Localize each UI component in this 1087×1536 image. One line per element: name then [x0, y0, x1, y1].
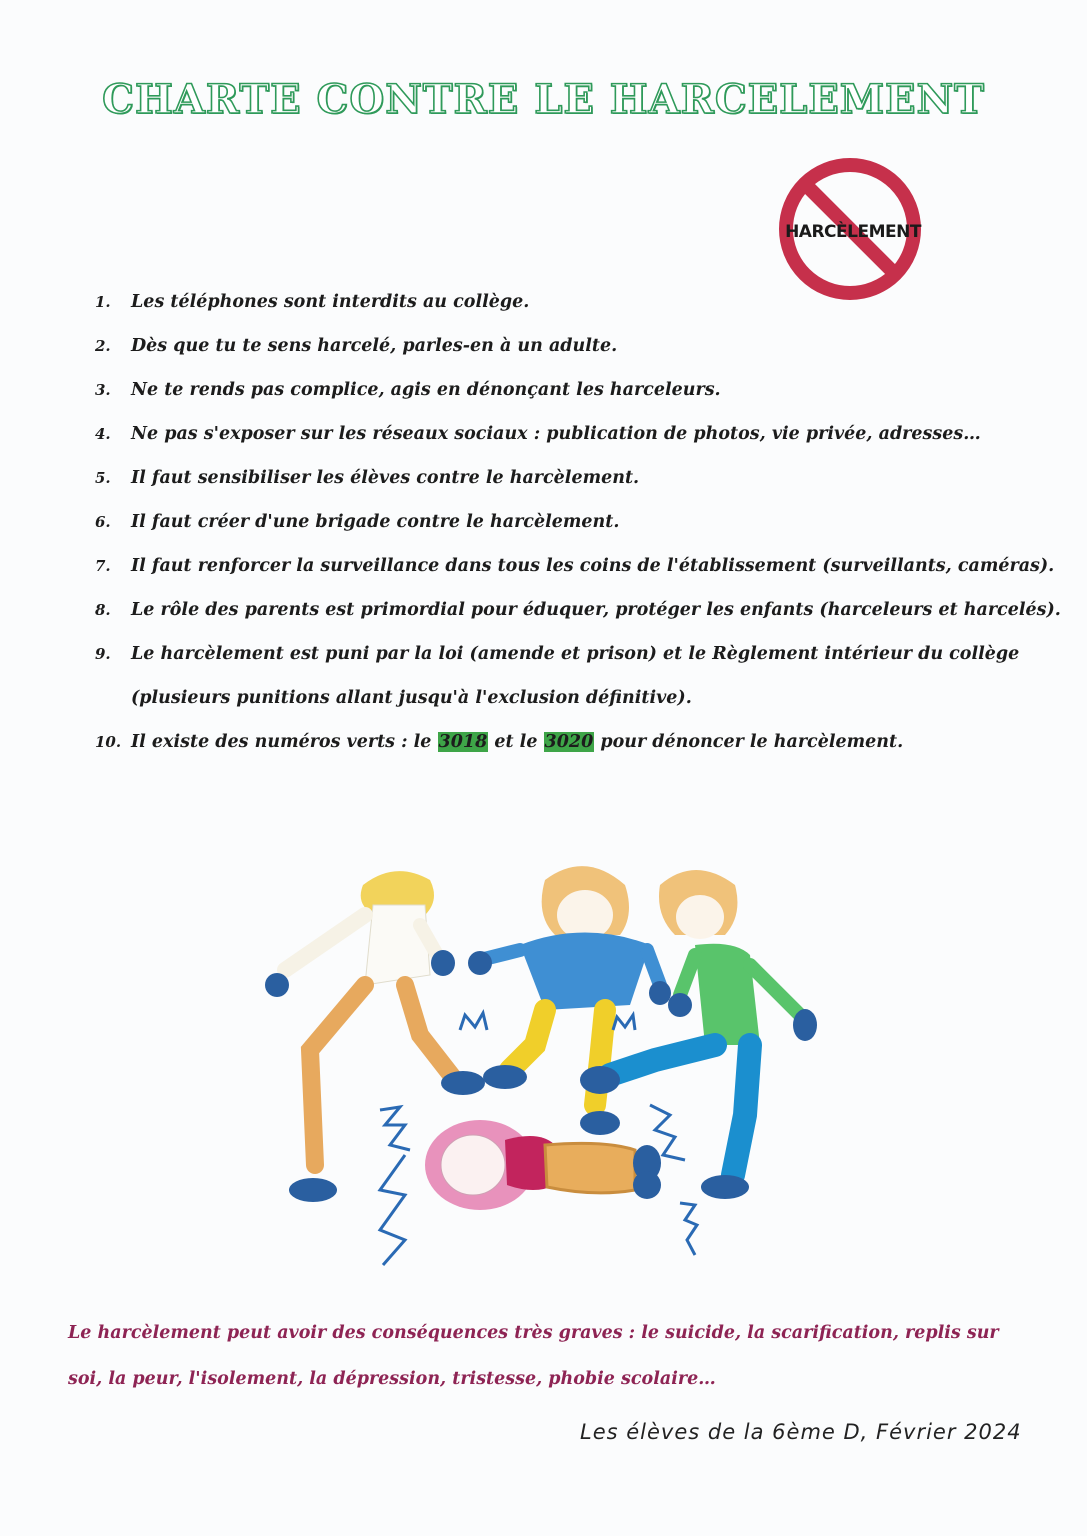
rule-number: 5.: [95, 469, 111, 487]
bullying-illustration: [255, 845, 835, 1275]
rules-list: [95, 280, 1061, 764]
page-title: CHARTE CONTRE LE HARCELEMENT: [102, 76, 985, 123]
victim-figure: [425, 1120, 661, 1210]
rule-number: 3.: [95, 381, 111, 399]
rule-item: [95, 368, 1055, 412]
rule-text: Dès que tu te sens harcelé, parles-en à un adulte.: [131, 336, 618, 356]
rule-text: et le: [488, 732, 544, 752]
stop-sign-label: HARCÈLEMENT: [785, 222, 921, 242]
rule-item: [95, 500, 1055, 544]
middle-bully-figure: [468, 866, 671, 1135]
rule-item: [95, 324, 1055, 368]
rule-text: Le harcèlement est puni par la loi (amende et prison) et le Règlement intérieur du collège: [131, 644, 1020, 664]
rule-number: 6.: [95, 513, 111, 531]
rule-number: 8.: [95, 601, 111, 619]
rule-text: Il faut sensibiliser les élèves contre le harcèlement.: [131, 468, 640, 488]
rule-item: [95, 412, 1055, 456]
rule-text: Le rôle des parents est primordial pour éduquer, protéger les enfants (harceleurs et harcelés).: [131, 600, 1061, 620]
signature: Les élèves de la 6ème D, Février 2024: [580, 1420, 1022, 1444]
rule-number: 1.: [95, 293, 111, 311]
rule-text: Les téléphones sont interdits au collège.: [131, 292, 530, 312]
rule-item: [95, 544, 1055, 588]
rule-text: Il faut créer d'une brigade contre le harcèlement.: [131, 512, 620, 532]
rule-text: Ne pas s'exposer sur les réseaux sociaux : publication de photos, vie privée, adresses…: [131, 424, 981, 444]
consequences-text: Le harcèlement peut avoir des conséquences très graves : le suicide, la scarification, replis sur soi, la peur, l'isolement, la dépression, tristesse, phobie scolaire…: [68, 1323, 999, 1389]
helpline-number-3018: 3018: [438, 732, 488, 752]
rule-item: [95, 632, 1055, 720]
rule-number: 2.: [95, 337, 111, 355]
rule-number: 10.: [95, 733, 122, 751]
rule-item: [95, 720, 1055, 764]
rule-text: Ne te rends pas complice, agis en dénonçant les harceleurs.: [131, 380, 721, 400]
helpline-number-3020: 3020: [544, 732, 594, 752]
rule-text: pour dénoncer le harcèlement.: [594, 732, 904, 752]
rule-number: 7.: [95, 557, 111, 575]
rule-text: Il faut renforcer la surveillance dans tous les coins de l'établissement (surveillants, caméras).: [131, 556, 1055, 576]
rule-item: [95, 280, 1055, 324]
rule-number: 9.: [95, 645, 111, 663]
rule-number: 4.: [95, 425, 111, 443]
rule-item: [95, 456, 1055, 500]
rule-text: Il existe des numéros verts : le: [131, 732, 438, 752]
rule-text-continuation: (plusieurs punitions allant jusqu'à l'exclusion définitive).: [131, 688, 692, 708]
rule-item: [95, 588, 1061, 632]
